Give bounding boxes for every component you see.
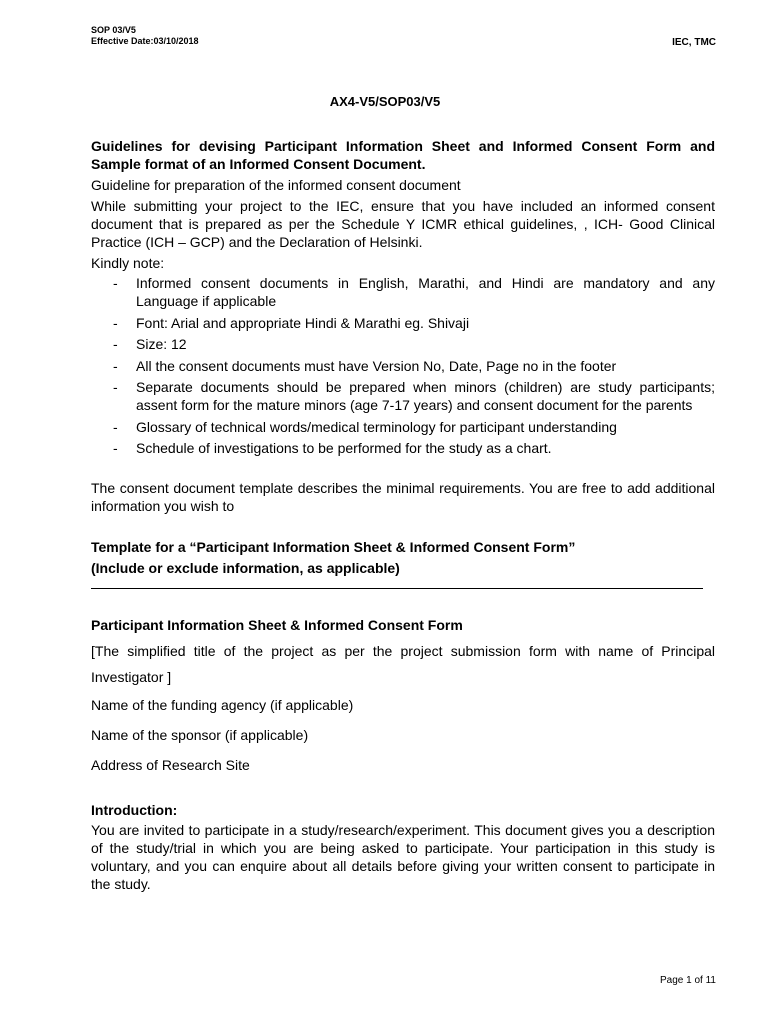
guidelines-list — [91, 274, 715, 457]
guidelines-subtitle: Guideline for preparation of the informed consent document — [91, 177, 461, 193]
document-id: AX4-V5/SOP03/V5 — [329, 94, 441, 109]
effective-date: Effective Date:03/10/2018 — [91, 36, 199, 46]
header-left — [91, 25, 199, 47]
header-org: IEC, TMC — [672, 37, 716, 48]
list-item: - Glossary of technical words/medical terminology for participant understanding — [136, 418, 715, 436]
page-number: Page 1 of 11 — [660, 975, 716, 986]
list-item: - Separate documents should be prepared when minors (children) are study participants; assent form for the mature minors (age 7-17 years) and consent document for the parents — [136, 378, 715, 414]
divider — [91, 588, 703, 589]
introduction-text: You are invited to participate in a study/research/experiment. This document gives you a description of the study/trial in which you are being asked to participate. Your participation in this study is voluntary, and you can enquire about all details before giving your written consent to participate in the study. — [91, 822, 715, 892]
list-item: - Informed consent documents in English, Marathi, and Hindi are mandatory and any Language if applicable — [136, 274, 715, 310]
research-site-address: Address of Research Site — [91, 757, 250, 773]
form-title: Participant Information Sheet & Informed Consent Form — [91, 617, 463, 633]
list-item: - Size: 12 — [136, 335, 715, 353]
list-item: - All the consent documents must have Version No, Date, Page no in the footer — [136, 357, 715, 375]
list-item: - Schedule of investigations to be performed for the study as a chart. — [136, 439, 715, 457]
funding-agency: Name of the funding agency (if applicable) — [91, 697, 354, 713]
document-body — [91, 137, 715, 893]
sponsor: Name of the sponsor (if applicable) — [91, 727, 309, 743]
guidelines-title: Guidelines for devising Participant Information Sheet and Informed Consent Form and Sample format of an Informed Consent Document. — [91, 138, 715, 172]
template-subheading: (Include or exclude information, as applicable) — [91, 560, 400, 576]
kindly-note: Kindly note: — [91, 255, 165, 271]
form-project-title: [The simplified title of the project as per the project submission form with name of Principal Investigator ] — [91, 643, 715, 685]
guidelines-intro: While submitting your project to the IEC, ensure that you have included an informed consent document that is prepared as per the Schedule Y ICMR ethical guidelines, , ICH- Good Clinical Practice (ICH – GCP) and the Declaration of Helsinki. — [91, 198, 715, 250]
sop-version: SOP 03/V5 — [91, 25, 136, 35]
template-note: The consent document template describes the minimal requirements. You are free to add additional information you wish to — [91, 480, 715, 514]
list-item: - Font: Arial and appropriate Hindi & Marathi eg. Shivaji — [136, 314, 715, 332]
introduction-heading: Introduction: — [91, 802, 178, 818]
template-heading: Template for a “Participant Information Sheet & Informed Consent Form” — [91, 539, 576, 555]
